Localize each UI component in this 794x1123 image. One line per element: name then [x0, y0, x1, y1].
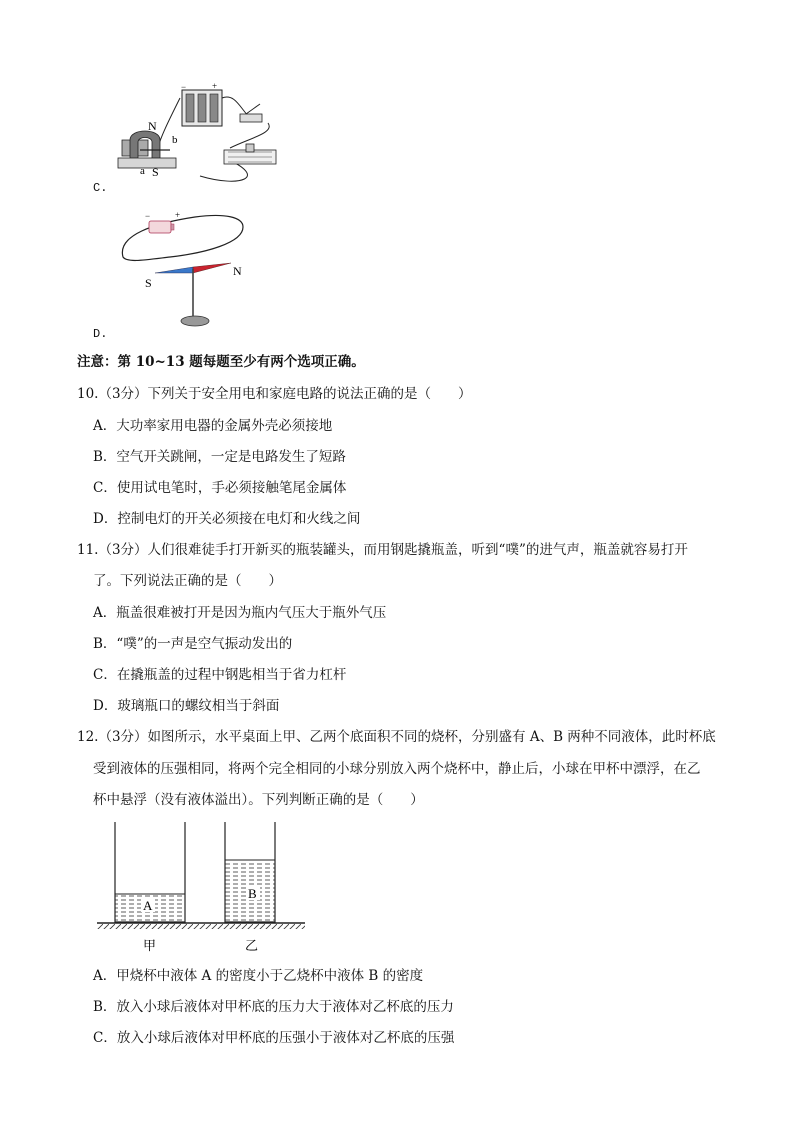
beaker-jia-label: 甲	[143, 938, 157, 953]
battery-icon	[149, 221, 174, 233]
question-10-option-b: B．空气开关跳闸，一定是电路发生了短路	[93, 449, 346, 465]
compass-stand-icon	[181, 269, 209, 326]
pole-s-label: S	[152, 165, 159, 179]
question-12-stem-line-3: 杯中悬浮（没有液体溢出）。下列判断正确的是（ ）	[93, 792, 424, 808]
question-11-option-a: A．瓶盖很难被打开是因为瓶内气压大于瓶外气压	[93, 605, 387, 621]
switch-icon	[240, 104, 262, 122]
question-11-stem-line-2: 了。下列说法正确的是（ ）	[93, 573, 282, 589]
question-12-option-b: B．放入小球后液体对甲杯底的压力大于液体对乙杯底的压力	[93, 999, 454, 1015]
question-11-option-c: C．在撬瓶盖的过程中钢匙相当于省力杠杆	[93, 667, 347, 683]
rod-b-label: b	[172, 134, 178, 146]
question-11-option-d: D．玻璃瓶口的螺纹相当于斜面	[93, 698, 280, 714]
battery-minus-label: −	[145, 211, 151, 221]
question-10-option-a: A．大功率家用电器的金属外壳必须接地	[93, 418, 333, 434]
question-12-stem-line-1: 12.（3分）如图所示，水平桌面上甲、乙两个底面积不同的烧杯，分别盛有 A、B 两种不同液体，此时杯底	[77, 729, 716, 745]
battery-pack-icon	[182, 90, 222, 126]
option-d-label: D.	[93, 327, 108, 341]
beaker-yi-label: 乙	[245, 938, 259, 953]
question-11-stem-line-1: 11.（3分）人们很难徒手打开新买的瓶装罐头，而用钢匙撬瓶盖，听到“噗”的进气声，瓶盖就容易打开	[77, 542, 688, 558]
option-c-label: C.	[93, 181, 108, 195]
battery-plus-label: +	[175, 210, 181, 220]
question-10-option-d: D．控制电灯的开关必须接在电灯和火线之间	[93, 511, 361, 527]
question-10-option-c: C．使用试电笔时，手必须接触笔尾金属体	[93, 480, 347, 496]
needle-s-label: S	[145, 276, 152, 290]
question-12-option-a: A．甲烧杯中液体 A 的密度小于乙烧杯中液体 B 的密度	[93, 968, 424, 984]
question-11-option-b: B．“噗”的一声是空气振动发出的	[93, 636, 293, 652]
figure-c-circuit	[100, 78, 300, 188]
rod-a-label: a	[140, 165, 145, 177]
figure-12-beakers	[97, 822, 307, 962]
question-12-stem-line-2: 受到液体的压强相同，将两个完全相同的小球分别放入两个烧杯中，静止后，小球在甲杯中漂浮，在乙	[93, 761, 701, 777]
liquid-b-label: B	[248, 886, 257, 901]
horseshoe-magnet-icon	[118, 131, 176, 168]
battery-plus-label: +	[212, 81, 218, 91]
beaker-yi	[225, 822, 275, 922]
needle-n-label: N	[233, 264, 242, 278]
liquid-a-label: A	[143, 898, 153, 913]
battery-minus-label: −	[181, 82, 187, 92]
figure-d-compass	[115, 205, 255, 335]
pole-n-label: N	[148, 119, 157, 133]
question-10-stem: 10.（3分）下列关于安全用电和家庭电路的说法正确的是（ ）	[77, 386, 472, 402]
question-12-option-c: C．放入小球后液体对甲杯底的压强小于液体对乙杯底的压强	[93, 1030, 455, 1046]
note-text: 注意：第 10~13 题每题至少有两个选项正确。	[77, 354, 365, 370]
